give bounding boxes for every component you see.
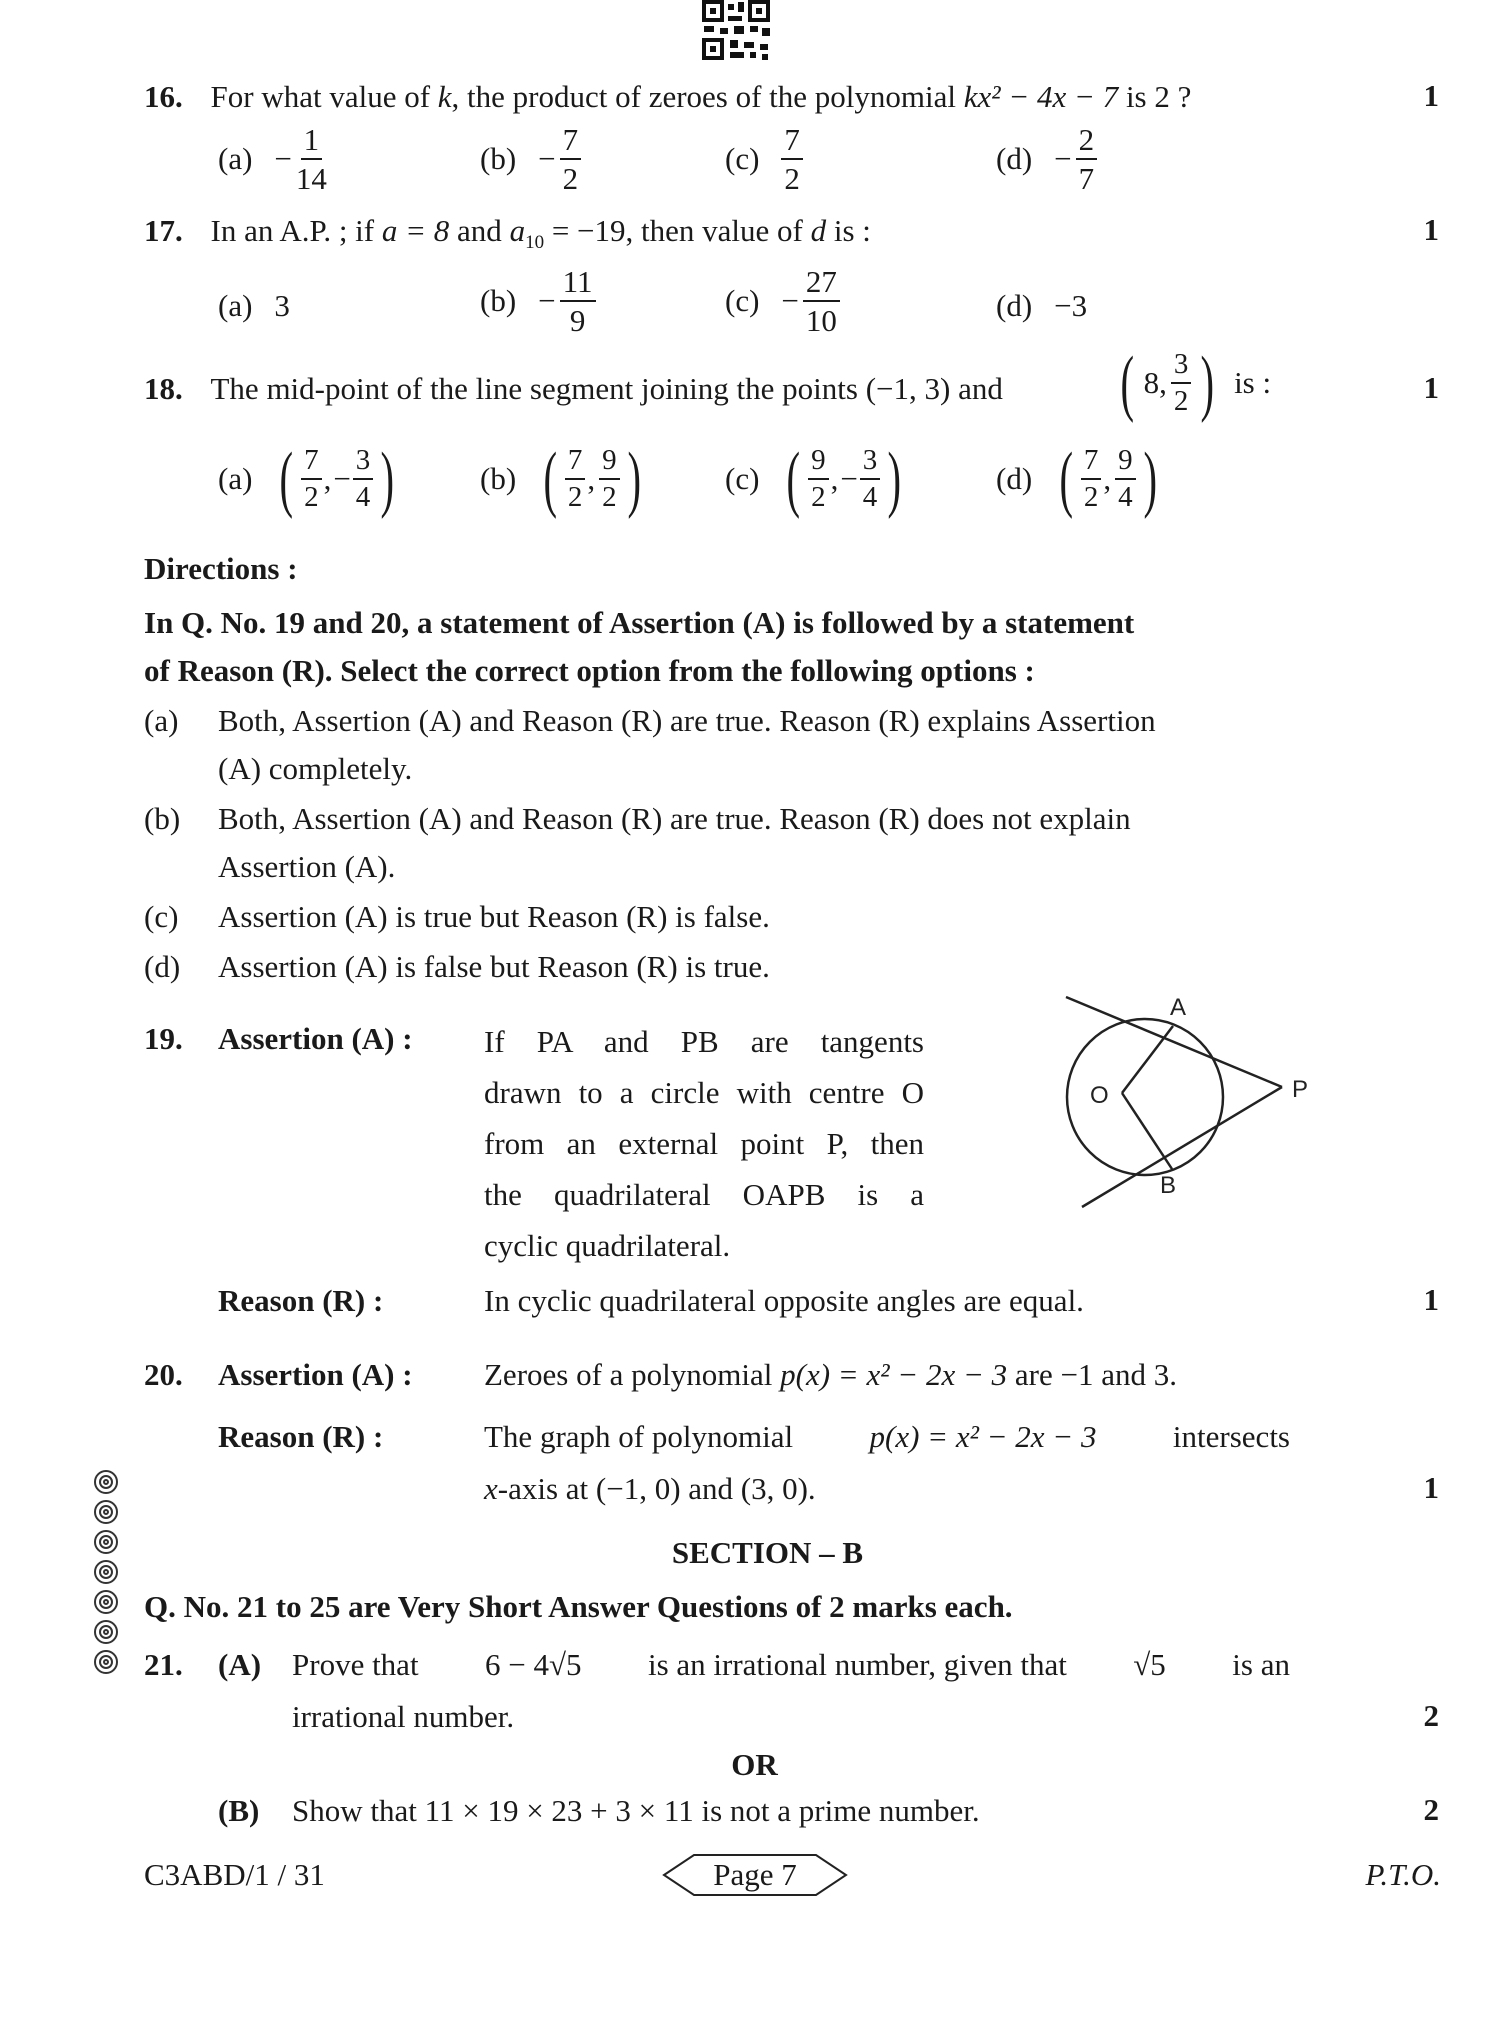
directions-heading: Directions : [144, 551, 298, 586]
sign: − [1054, 141, 1072, 176]
a10-term: a [509, 213, 526, 248]
reason-text: In cyclic quadrilateral opposite angles are equal. [484, 1283, 1084, 1318]
x-numerator: 7 [301, 446, 322, 480]
option-label: (c) [725, 283, 760, 318]
question-text: is : [826, 213, 871, 248]
point-x: 8, [1143, 365, 1167, 400]
page-number-badge [660, 1850, 850, 1900]
option-label: (b) [480, 141, 517, 176]
option-d [996, 288, 1087, 324]
numerator: 3 [1171, 350, 1192, 384]
option-label: (a) [218, 461, 253, 496]
question-text: is : [1234, 365, 1272, 400]
denominator: 14 [295, 161, 327, 196]
option-label: (d) [996, 288, 1033, 323]
assertion-line: the quadrilateral OAPB is a [484, 1177, 924, 1212]
label-P: P [1292, 1076, 1309, 1103]
numerator: 2 [1076, 124, 1098, 160]
denominator: 9 [569, 303, 586, 338]
numerator: 1 [301, 124, 323, 160]
a-equals: a = 8 [381, 213, 450, 248]
option-label: (b) [480, 283, 517, 318]
option-b [480, 266, 596, 336]
point-8-3-2: ( 8, $\frac{3}{2}$ ) is : [1120, 342, 1272, 424]
x-denominator: 2 [304, 481, 319, 513]
directions-line: of Reason (R). Select the correct option from the following options : [144, 653, 1035, 688]
option-a [218, 288, 290, 324]
marks: 1 [1423, 78, 1439, 113]
y-denominator: 4 [355, 481, 371, 513]
variable-d: d [810, 213, 827, 248]
part-b-label: (B) [218, 1793, 260, 1828]
numerator: 7 [781, 124, 803, 160]
y-numerator: 3 [860, 446, 881, 480]
option-label: (a) [144, 703, 179, 738]
denominator: 7 [1078, 161, 1095, 196]
option-label: (d) [996, 141, 1033, 176]
x-numerator: 7 [565, 446, 586, 480]
option-text: Both, Assertion (A) and Reason (R) are true. Reason (R) does not explain [218, 801, 1131, 836]
radius-OB [1122, 1093, 1172, 1169]
x-denominator: 2 [811, 481, 826, 513]
directions-line: In Q. No. 19 and 20, a statement of Assertion (A) is followed by a statement [144, 605, 1135, 640]
q18-options [218, 438, 1218, 528]
label-B: B [1160, 1172, 1177, 1199]
marks: 1 [1423, 1470, 1439, 1505]
y-denominator: 2 [602, 481, 617, 513]
assertion-text [484, 1016, 924, 1271]
reason-text [484, 1418, 1290, 1456]
sign: − [781, 283, 799, 318]
direction-option-a [144, 702, 1156, 786]
option-label: (d) [144, 949, 181, 984]
assertion-label: Assertion (A) : [218, 1021, 413, 1056]
sign: − [840, 461, 858, 496]
reason-label: Reason (R) : [218, 1419, 384, 1454]
marks: 2 [1423, 1792, 1439, 1827]
option-label: (b) [480, 461, 517, 496]
part-a-text-part: Prove that [292, 1647, 419, 1682]
reason-text [484, 1470, 816, 1508]
assertion-line: from an external point P, then [484, 1126, 924, 1161]
reason-text-part: intersects [1172, 1419, 1290, 1454]
denominator: 2 [784, 161, 800, 196]
sign: − [274, 141, 292, 176]
question-number: 21. [144, 1647, 183, 1682]
option-text: Both, Assertion (A) and Reason (R) are true. Reason (R) explains Assertion [218, 703, 1156, 738]
marks: 2 [1423, 1698, 1439, 1733]
part-a-text-part: is an [1232, 1647, 1290, 1682]
tangent-PB [1082, 1087, 1282, 1207]
option-a [218, 124, 327, 194]
x-denominator: 2 [567, 481, 583, 513]
y-numerator: 3 [353, 446, 374, 480]
radius-OA [1122, 1026, 1173, 1093]
marks: 1 [1423, 370, 1439, 405]
x-numerator: 7 [1081, 446, 1102, 480]
direction-option-b [144, 800, 1131, 884]
sign: − [538, 141, 556, 176]
question-number: 18. [144, 371, 183, 406]
option-d [996, 124, 1097, 194]
polynomial: p(x) = x² − 2x − 3 [869, 1419, 1097, 1454]
question-18 [144, 370, 1003, 408]
question-text: and [449, 213, 510, 248]
marks: 1 [1423, 1282, 1439, 1317]
assertion-line: drawn to a circle with centre O [484, 1075, 924, 1110]
question-number: 20. [144, 1357, 183, 1392]
option-value: −3 [1054, 288, 1088, 323]
option-text: Assertion (A) is false but Reason (R) is true. [218, 949, 770, 984]
part-a-text-part: is an irrational number, given that [647, 1647, 1067, 1682]
numerator: 27 [803, 266, 840, 302]
option-label: (c) [725, 141, 760, 176]
label-O: O [1090, 1082, 1109, 1109]
question-text: then value of [633, 213, 811, 248]
option-label: (a) [218, 288, 253, 323]
y-denominator: 4 [862, 481, 878, 513]
option-value: 3 [274, 288, 290, 323]
or-separator: OR [731, 1747, 778, 1782]
reason-label: Reason (R) : [218, 1283, 384, 1318]
numerator: 7 [560, 124, 582, 160]
question-text: For what value of [210, 79, 438, 114]
question-number: 16. [144, 79, 183, 114]
x-numerator: 9 [808, 446, 829, 480]
numerator: 11 [560, 266, 596, 302]
root-5: √5 [1133, 1647, 1166, 1682]
option-label: (c) [144, 899, 179, 934]
x-denominator: 2 [1083, 481, 1099, 513]
option-c: (c) ( $\frac{9}{2}$ , − $\frac{3}{4}$ ) [725, 438, 902, 520]
polynomial: p(x) = x² − 2x − 3 [780, 1357, 1008, 1392]
label-A: A [1170, 994, 1187, 1021]
question-16 [144, 78, 1191, 116]
subscript: 10 [525, 232, 545, 254]
denominator: 10 [805, 303, 837, 338]
assertion-text-part: Zeroes of a polynomial [484, 1357, 781, 1392]
sign: − [538, 283, 556, 318]
question-text: The mid-point of the line segment joining the points (−1, 3) and [210, 371, 1003, 406]
part-b-text: Show that 11 × 19 × 23 + 3 × 11 is not a prime number. [292, 1793, 980, 1828]
paper-code: C3ABD/1 / 31 [144, 1857, 325, 1892]
qr-code-icon [702, 0, 772, 62]
expression: 6 − 4√5 [485, 1647, 582, 1682]
option-b [480, 124, 581, 194]
sign: − [333, 461, 351, 496]
option-label: (c) [725, 461, 760, 496]
option-c [725, 266, 840, 336]
assertion-text [484, 1356, 1177, 1394]
part-a-text: irrational number. [292, 1699, 515, 1734]
assertion-label: Assertion (A) : [218, 1357, 413, 1392]
option-label: (a) [218, 141, 253, 176]
reason-text-part: -axis at (−1, 0) and (3, 0). [497, 1471, 816, 1506]
pto: P.T.O. [1365, 1857, 1441, 1892]
variable-k: k [437, 79, 452, 114]
page-number: Page 7 [713, 1857, 797, 1892]
question-text: , the product of zeroes of the polynomial [451, 79, 964, 114]
marks: 1 [1423, 212, 1439, 247]
option-label: (d) [996, 461, 1033, 496]
assertion-line: If PA and PB are tangents [484, 1024, 924, 1059]
question-17 [144, 212, 871, 262]
option-c [725, 124, 803, 194]
question-text: is 2 ? [1118, 79, 1192, 114]
question-text: In an A.P. ; if [210, 213, 382, 248]
option-b: (b) ( $\frac{7}{2}$ , $\frac{9}{2}$ ) [480, 438, 641, 520]
denominator: 2 [1173, 385, 1189, 417]
section-title: SECTION – B [671, 1535, 864, 1570]
polynomial: kx² − 4x − 7 [963, 79, 1119, 114]
question-number: 17. [144, 213, 183, 248]
section-subtitle: Q. No. 21 to 25 are Very Short Answer Questions of 2 marks each. [144, 1589, 1013, 1624]
y-numerator: 9 [1115, 446, 1136, 480]
a10-value: = −19, [544, 213, 634, 248]
direction-option-d [144, 948, 770, 986]
denominator: 2 [562, 161, 579, 196]
option-text: Assertion (A) is true but Reason (R) is false. [218, 899, 770, 934]
question-number: 19. [144, 1021, 183, 1056]
assertion-line: cyclic quadrilateral. [484, 1228, 731, 1263]
q16-options [218, 124, 1118, 202]
option-d: (d) ( $\frac{7}{2}$ , $\frac{9}{4}$ ) [996, 438, 1157, 520]
assertion-text-part: are −1 and 3. [1007, 1357, 1177, 1392]
direction-option-c [144, 898, 770, 936]
reason-text-part: The graph of polynomial [484, 1419, 794, 1454]
option-label: (b) [144, 801, 181, 836]
y-numerator: 9 [599, 446, 620, 480]
option-a: (a) ( $\frac{7}{2}$ , − $\frac{3}{4}$ ) [218, 438, 395, 520]
tangent-circle-diagram [1030, 985, 1330, 1215]
part-a-label: (A) [218, 1647, 262, 1682]
part-a-text [292, 1646, 1290, 1684]
q17-options [218, 266, 1118, 344]
x-axis-var: x [484, 1471, 498, 1506]
option-text: (A) completely. [218, 751, 413, 786]
margin-decoration-icon [92, 1468, 120, 1683]
option-text: Assertion (A). [218, 849, 396, 884]
y-denominator: 4 [1118, 481, 1133, 513]
